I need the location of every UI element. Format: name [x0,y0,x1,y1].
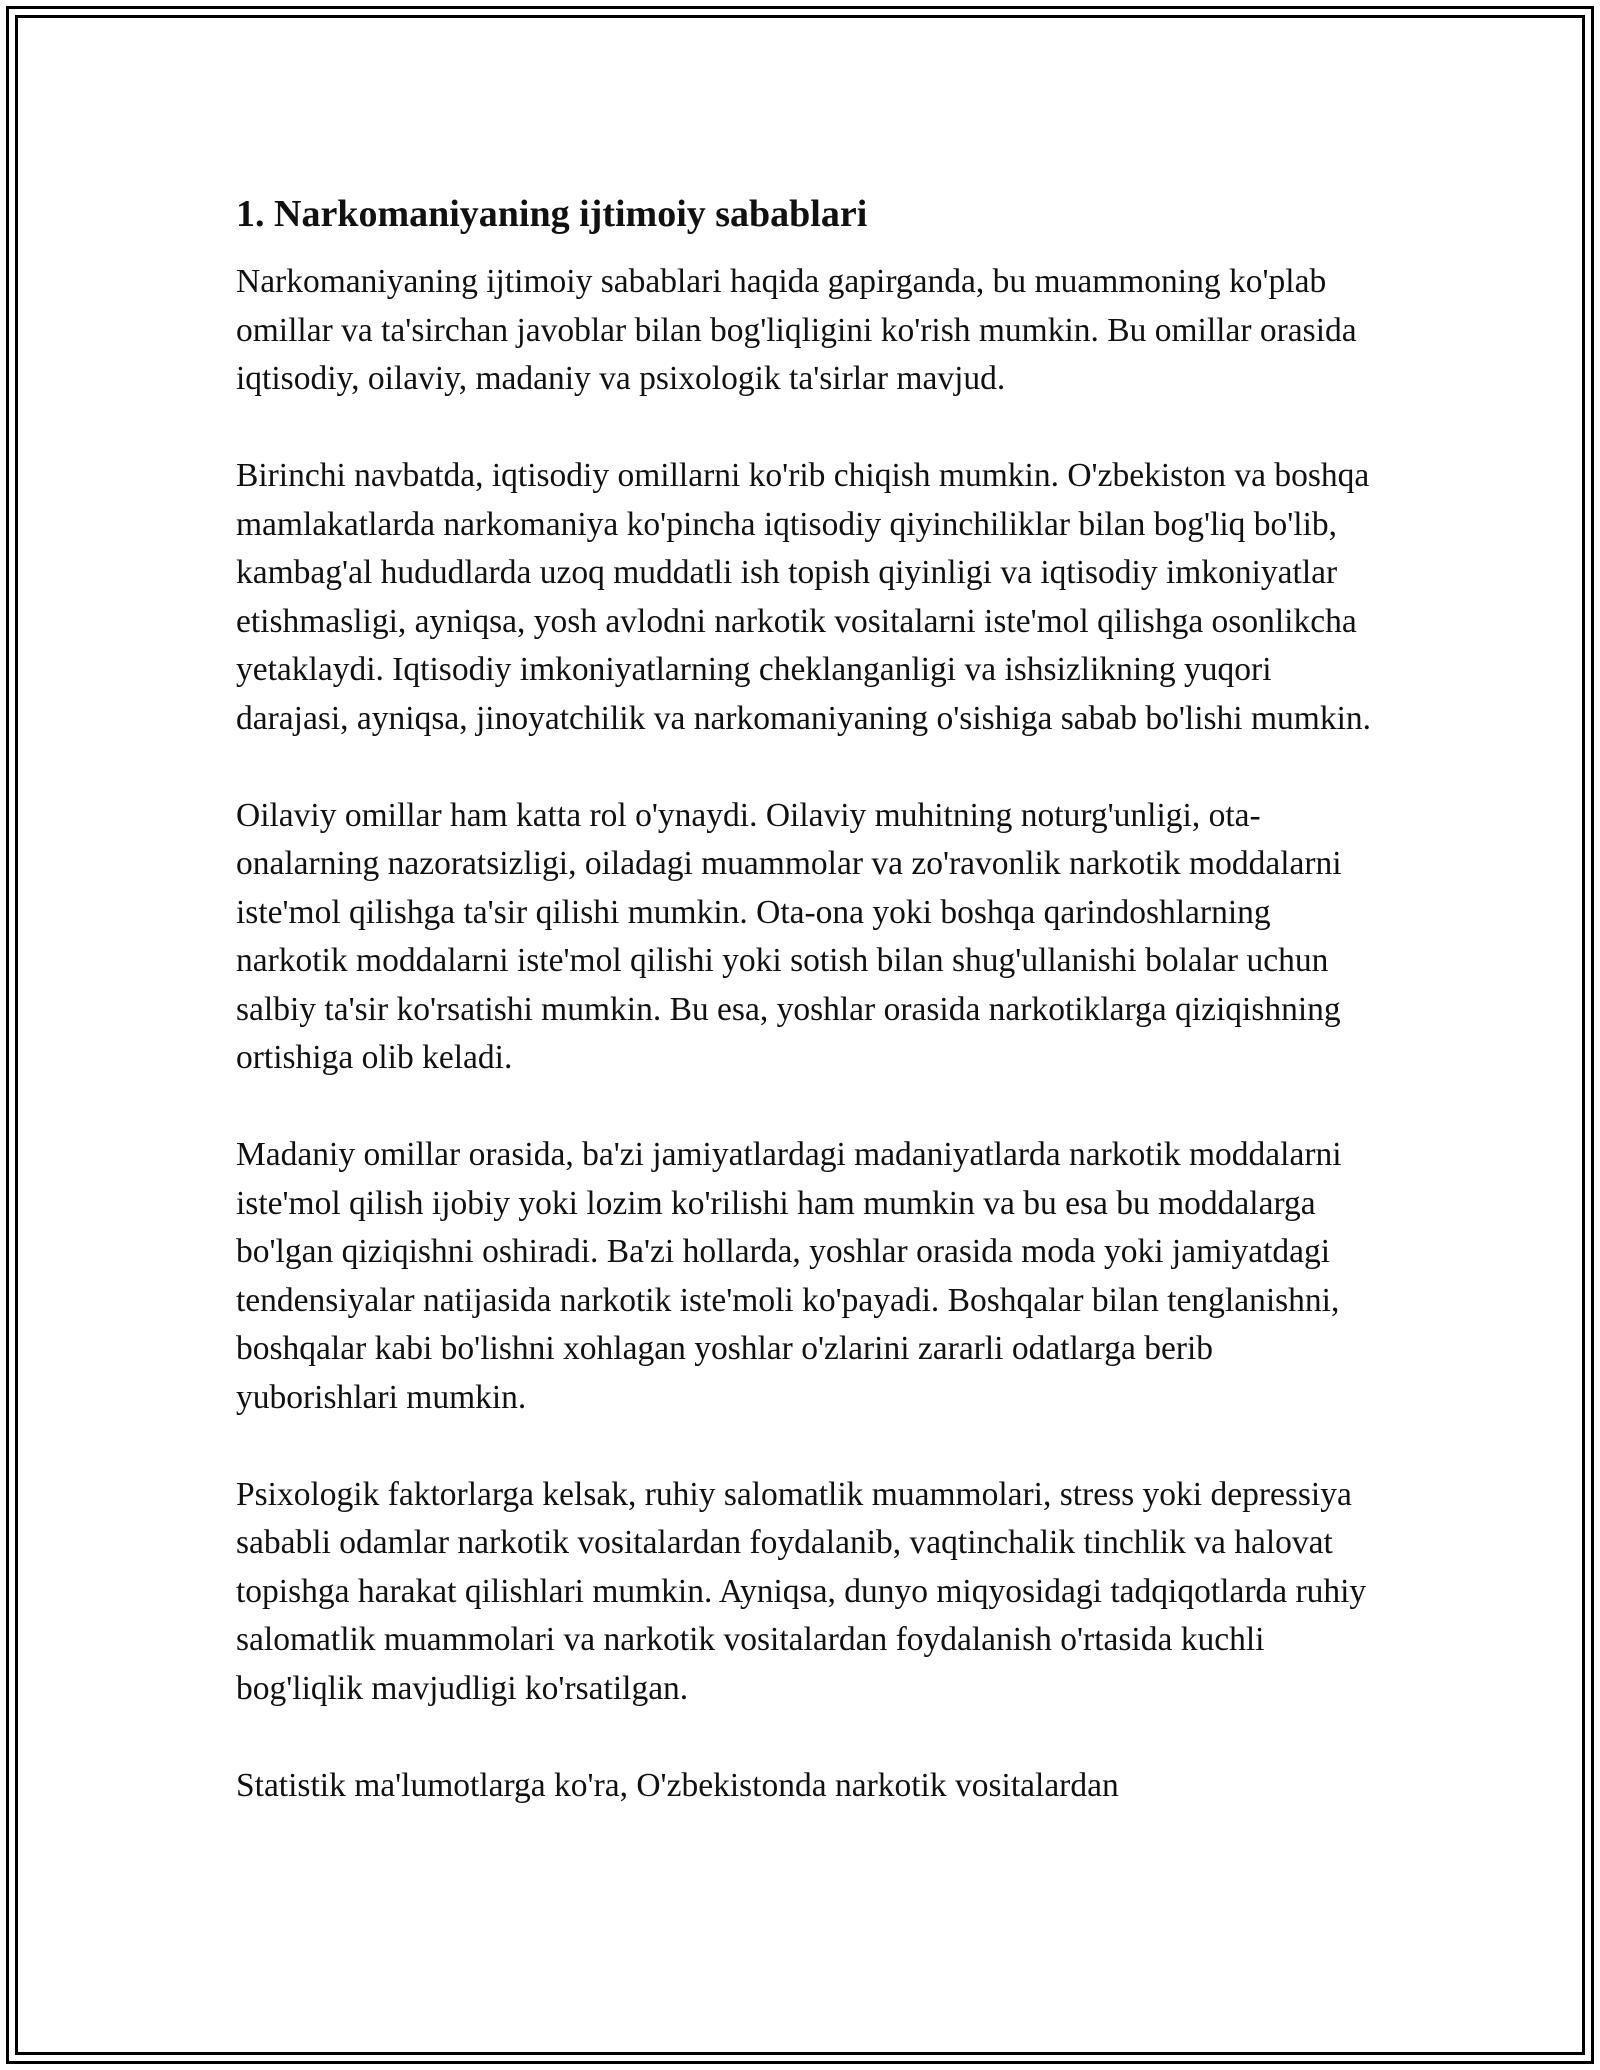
paragraph-intro: Narkomaniyaning ijtimoiy sabablari haqida gapirganda, bu muammoning ko'plab omillar va ta'sirchan javoblar bilan bog'liqligini ko'rish mumkin. Bu omillar orasida iqtisodiy, oilaviy, madaniy va psixologik ta'sirlar mavjud. [236,263,1357,397]
paragraph-cultural-factors: Madaniy omillar orasida, ba'zi jamiyatlardagi madaniyatlarda narkotik moddalarni iste'mol qilish ijobiy yoki lozim ko'rilishi ham mumkin va bu esa bu moddalarga bo'lgan qiziqishni oshiradi. Ba'zi hollarda, yoshlar orasida moda yoki jamiyatdagi tendensiyalar natijasida narkotik iste'moli ko'payadi. Boshqalar bilan tenglanishni, boshqalar kabi bo'lishni xohlagan yoshlar o'zlarini zararli odatlarga berib yuborishlari mumkin. [236,1136,1342,1416]
document-body [236,188,1376,1859]
paragraph-statistics: Statistik ma'lumotlarga ko'ra, O'zbekistonda narkotik vositalardan [236,1766,1119,1804]
paragraph-economic-factors: Birinchi navbatda, iqtisodiy omillarni ko'rib chiqish mumkin. O'zbekiston va boshqa mamlakatlarda narkomaniya ko'pincha iqtisodiy qiyinchiliklar bilan bog'liq bo'lib, kambag'al hududlarda uzoq muddatli ish topish qiyinligi va iqtisodiy imkoniyatlar etishmasligi, ayniqsa, yosh avlodni narkotik vositalarni iste'mol qilishga osonlikcha yetaklaydi. Iqtisodiy imkoniyatlarning cheklanganligi va ishsizlikning yuqori darajasi, ayniqsa, jinoyatchilik va narkomaniyaning o'sishiga sabab bo'lishi mumkin. [236,457,1372,737]
section-heading: 1. Narkomaniyaning ijtimoiy sabablari [236,193,868,235]
paragraph-psychological-factors: Psixologik faktorlarga kelsak, ruhiy salomatlik muammolari, stress yoki depressiya sababli odamlar narkotik vositalardan foydalanib, vaqtinchalik tinchlik va halovat topishga harakat qilishlari mumkin. Ayniqsa, dunyo miqyosidagi tadqiqotlarda ruhiy salomatlik muammolari va narkotik vositalardan foydalanish o'rtasida kuchli bog'liqlik mavjudligi ko'rsatilgan. [236,1475,1367,1707]
paragraph-family-factors: Oilaviy omillar ham katta rol o'ynaydi. Oilaviy muhitning noturg'unligi, ota-onalarning nazoratsizligi, oiladagi muammolar va zo'ravonlik narkotik moddalarni iste'mol qilishga ta'sir qilishi mumkin. Ota-ona yoki boshqa qarindoshlarning narkotik moddalarni iste'mol qilishi yoki sotish bilan shug'ullanishi bolalar uchun salbiy ta'sir ko'rsatishi mumkin. Bu esa, yoshlar orasida narkotiklarga qiziqishning ortishiga olib keladi. [236,796,1342,1076]
